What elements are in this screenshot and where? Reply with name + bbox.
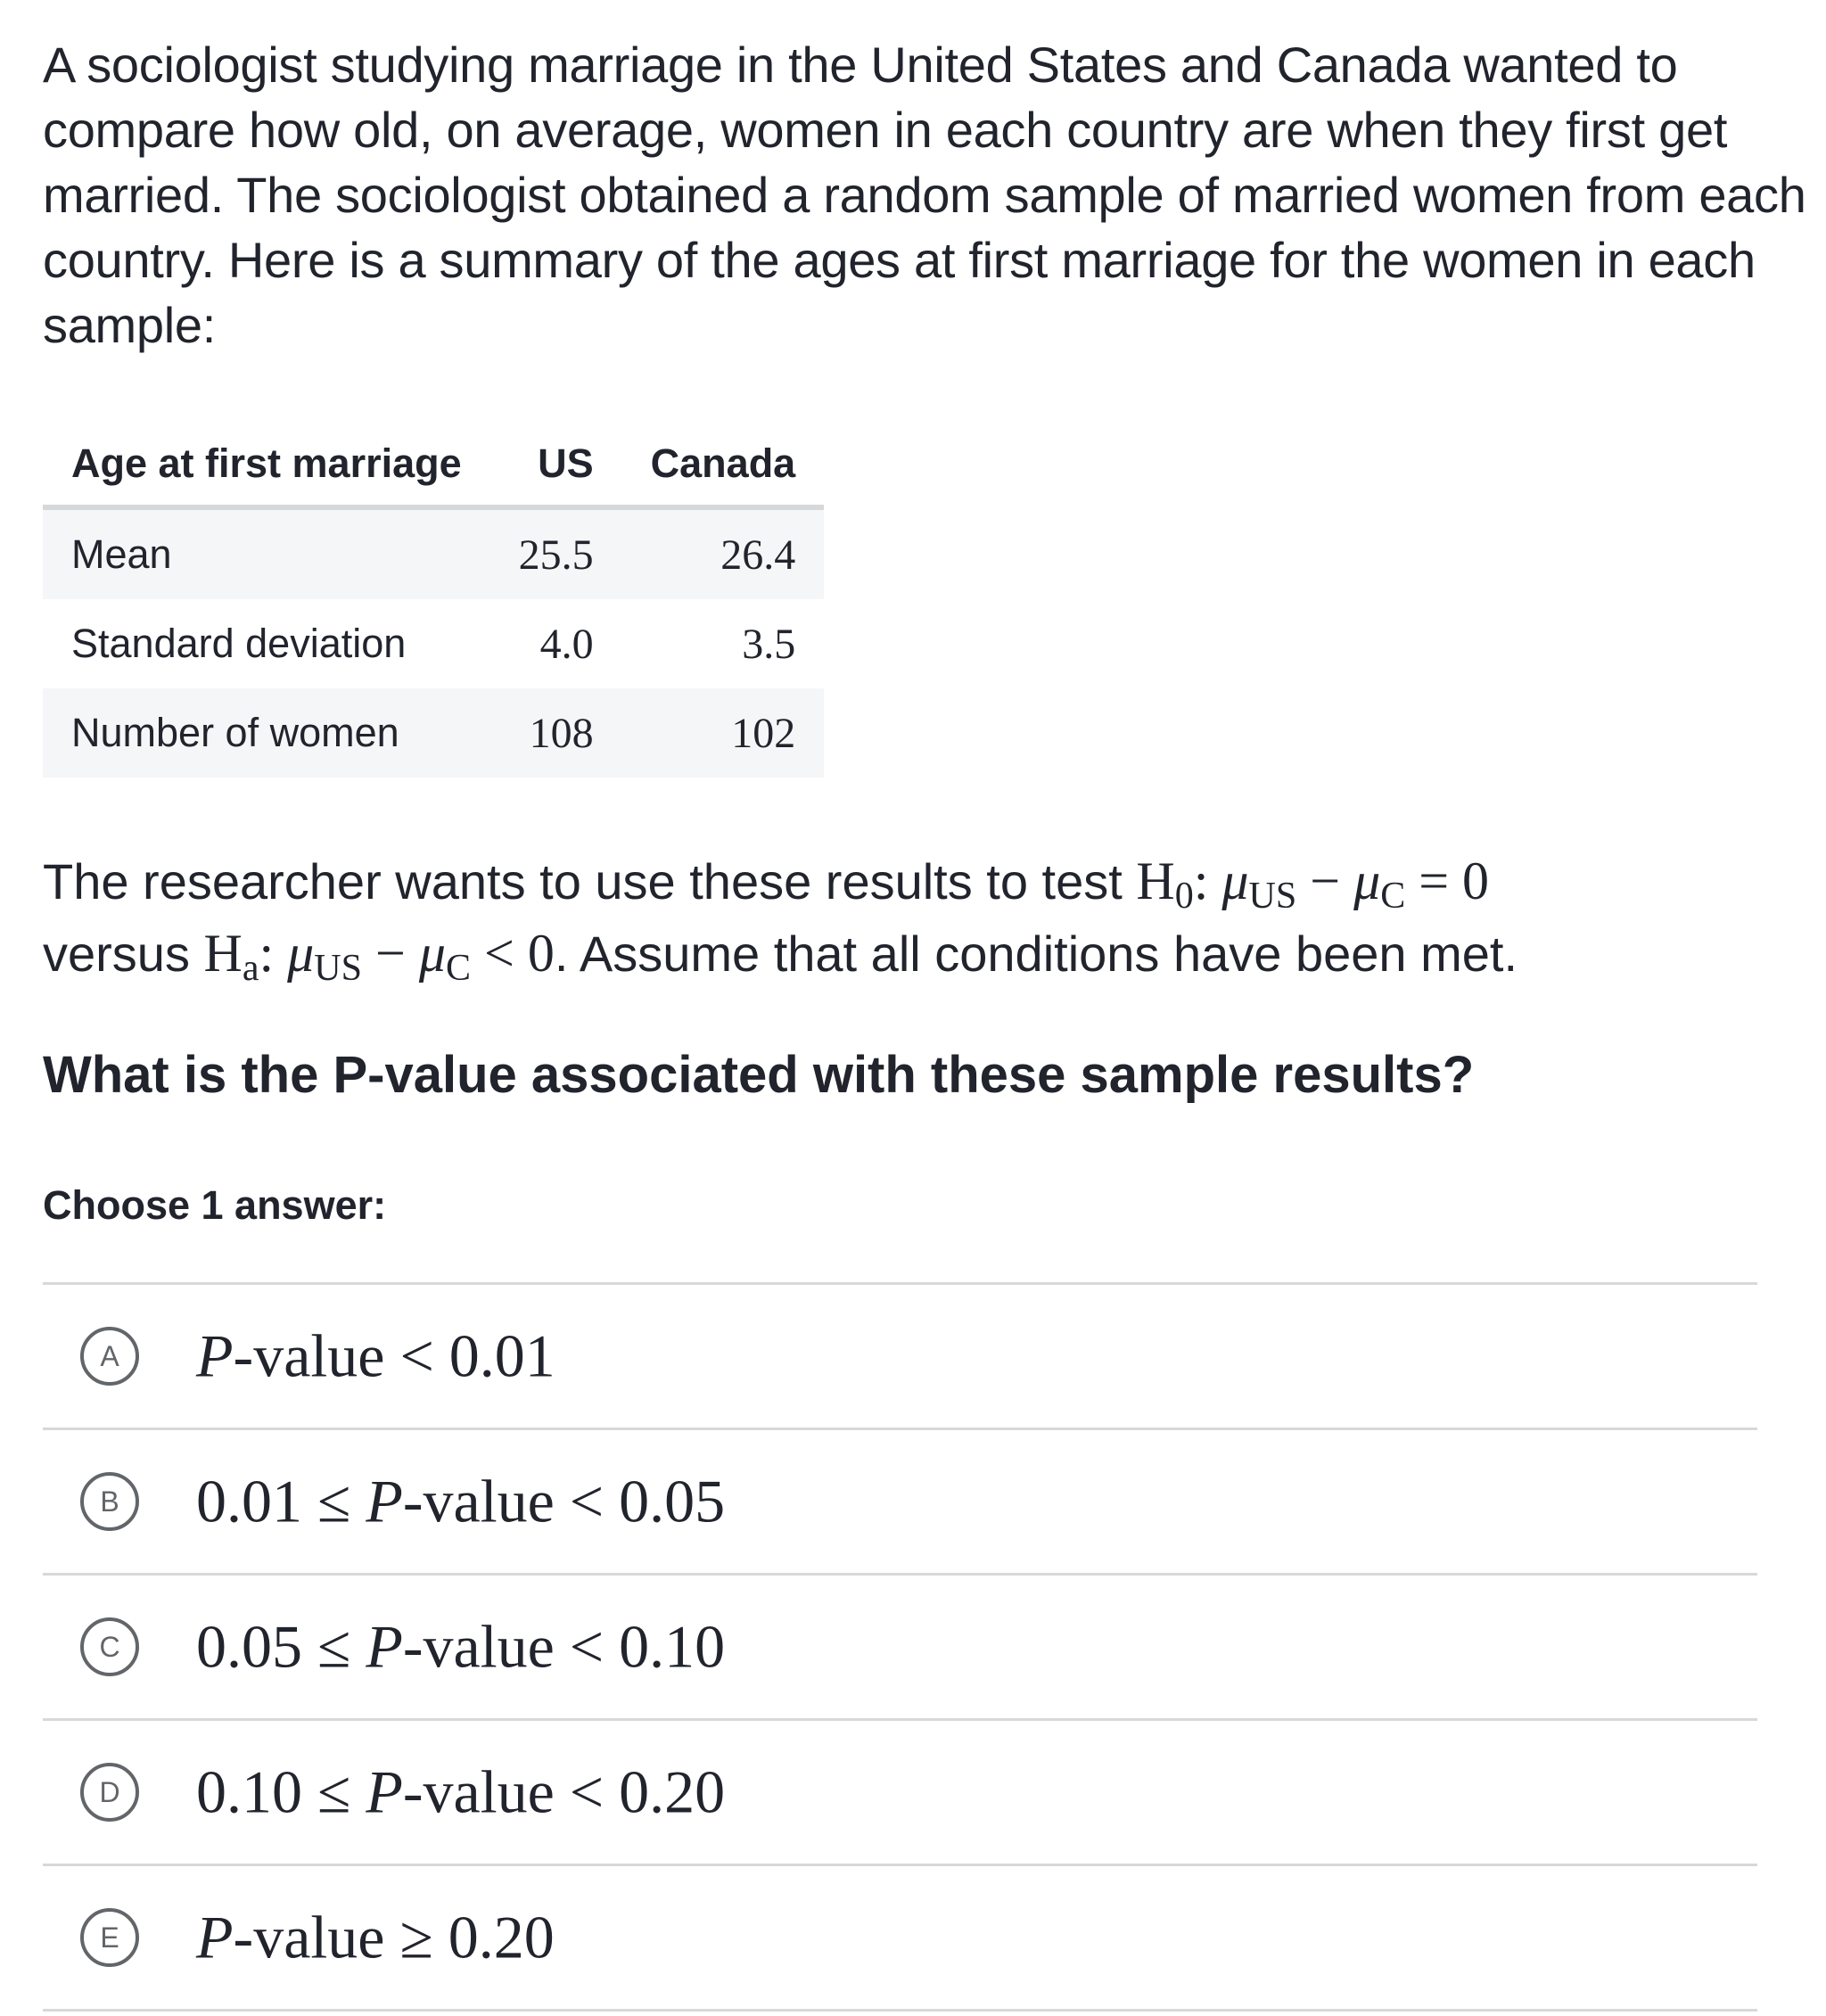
choice-letter-icon: C [80, 1617, 139, 1676]
cell-mean-canada: 26.4 [622, 507, 825, 599]
question-prompt: What is the P-value associated with these sample results? [43, 1046, 1475, 1104]
choice-e[interactable] [43, 1866, 1757, 2012]
choice-text: 0.05 ≤ P-value < 0.10 [196, 1612, 726, 1681]
table-row-sd [43, 599, 824, 688]
choice-d[interactable] [43, 1721, 1757, 1866]
header-us: US [490, 423, 622, 507]
choice-text: 0.01 ≤ P-value < 0.05 [196, 1467, 726, 1535]
answer-choices [43, 1282, 1757, 2012]
choice-letter-icon: D [80, 1763, 139, 1822]
cell-mean-us: 25.5 [490, 507, 622, 599]
choice-text: P-value < 0.01 [196, 1321, 555, 1390]
table-row-mean [43, 507, 824, 599]
row-label-mean: Mean [43, 507, 490, 599]
choice-letter-icon: A [80, 1327, 139, 1386]
choice-text: 0.10 ≤ P-value < 0.20 [196, 1757, 726, 1826]
versus-word: versus [43, 926, 190, 982]
choice-letter-icon: B [80, 1472, 139, 1531]
header-canada: Canada [622, 423, 825, 507]
cell-sd-canada: 3.5 [742, 620, 796, 668]
choice-letter-icon: E [80, 1908, 139, 1967]
cell-n-canada: 102 [622, 688, 825, 778]
row-label-sd: Standard deviation [71, 621, 407, 666]
summary-table [43, 423, 824, 778]
problem-intro: A sociologist studying marriage in the United States and Canada wanted to compare how old, on average, women in each country are when they first get married. The sociologist obtained a random sample of married women from each country. Here is a summary of the ages at first marriage for the women in each sample: [43, 37, 1806, 353]
cell-sd-us: 4.0 [539, 620, 594, 668]
table-row-n [43, 688, 824, 778]
table-header-row [43, 423, 824, 507]
hypothesis-prefix: The researcher wants to use these results to test [43, 853, 1123, 909]
row-label-n: Number of women [43, 688, 490, 778]
alternative-hypothesis: $H_a$: $\mu_{US} - \mu_C < 0$ [203, 924, 555, 989]
choice-text: P-value ≥ 0.20 [196, 1903, 555, 1971]
cell-n-us: 108 [490, 688, 622, 778]
choose-instruction: Choose 1 answer: [43, 1182, 387, 1228]
hypothesis-suffix: . Assume that all conditions have been met. [554, 926, 1518, 982]
choice-b[interactable] [43, 1430, 1757, 1576]
null-hypothesis: $H_0$: $\mu_{US} - \mu_C = 0$ [1136, 852, 1490, 917]
header-age-at-first-marriage: Age at first marriage [43, 423, 490, 507]
choice-c[interactable] [43, 1576, 1757, 1721]
choice-a[interactable] [43, 1285, 1757, 1430]
hypothesis-statement [43, 845, 1808, 990]
